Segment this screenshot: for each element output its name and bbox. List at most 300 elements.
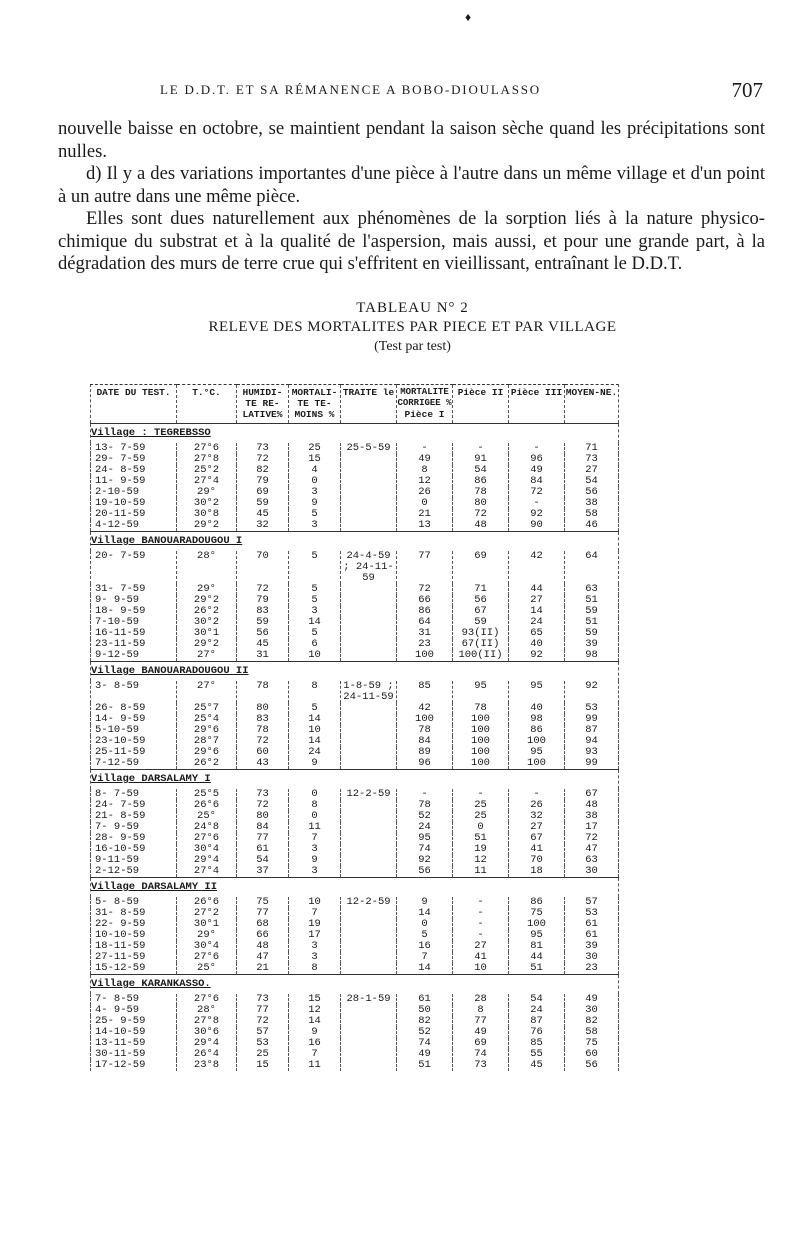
paragraph-1: [58, 118, 765, 163]
table-cell: 11: [453, 866, 509, 878]
table-cell: 56: [453, 595, 509, 606]
table-cell: 83: [237, 606, 289, 617]
table-cell: 0: [397, 919, 453, 930]
table-cell: 58: [565, 509, 619, 520]
table-cell: 14- 9-59: [91, 714, 177, 725]
table-cell: 82: [237, 465, 289, 476]
table-cell: 10: [289, 650, 341, 662]
table-cell: 38: [565, 498, 619, 509]
table-cell: -: [453, 789, 509, 800]
table-cell: 14: [509, 606, 565, 617]
table-cell: 14: [289, 1016, 341, 1027]
table-cell: 99: [565, 758, 619, 770]
table-cell: 28°: [177, 1005, 237, 1016]
table-cell: 8: [453, 1005, 509, 1016]
village-name-cell: [91, 532, 619, 552]
table-cell: 11: [289, 822, 341, 833]
table-cell: 56: [565, 1060, 619, 1071]
table-cell: 29°2: [177, 639, 237, 650]
table-cell: 14-10-59: [91, 1027, 177, 1038]
table-cell: 45: [237, 509, 289, 520]
table-cell: 92: [565, 681, 619, 703]
table-cell: 49: [453, 1027, 509, 1038]
table-cell: 4-12-59: [91, 520, 177, 532]
table-cell: 15: [237, 1060, 289, 1071]
table-cell: -: [453, 897, 509, 908]
table-cell: 27°8: [177, 454, 237, 465]
table-cell: 18: [509, 866, 565, 878]
table-cell: 25: [453, 811, 509, 822]
paragraph-2: [58, 163, 765, 208]
table-cell: 38: [565, 811, 619, 822]
table-cell: 15: [289, 994, 341, 1005]
table-cell: 14: [397, 963, 453, 975]
traite-cell: [341, 476, 397, 487]
header-moy: MOYEN-NE.: [565, 385, 619, 424]
table-cell: 7: [289, 833, 341, 844]
table-cell: 25°2: [177, 465, 237, 476]
table-cell: 67: [565, 789, 619, 800]
table-cell: 40: [509, 639, 565, 650]
table-cell: 45: [237, 639, 289, 650]
table-cell: 31- 7-59: [91, 584, 177, 595]
table-cell: 10: [453, 963, 509, 975]
table-cell: 56: [565, 487, 619, 498]
table-cell: 31: [397, 628, 453, 639]
table-cell: 17-12-59: [91, 1060, 177, 1071]
table-cell: 21: [397, 509, 453, 520]
table-cell: 61: [565, 919, 619, 930]
village-name-cell: [91, 424, 619, 444]
table-cell: 53: [237, 1038, 289, 1049]
header-temp: T.°C.: [177, 385, 237, 424]
table-cell: 5: [289, 628, 341, 639]
table-cell: -: [397, 443, 453, 454]
table-cell: 63: [565, 855, 619, 866]
traite-cell: [341, 952, 397, 963]
village-name: Village DARSALAMY I: [91, 773, 211, 785]
table-cell: 25°: [177, 963, 237, 975]
table-cell: 53: [565, 703, 619, 714]
paragraph-1-text: nouvelle baisse en octobre, se maintient pendant la saison sèche quand les précipitations sont nulles.: [58, 118, 765, 162]
table-cell: 30: [565, 866, 619, 878]
table-cell: 26- 8-59: [91, 703, 177, 714]
table-cell: 28°: [177, 551, 237, 584]
table-cell: 20- 7-59: [91, 551, 177, 584]
table-cell: 25°: [177, 811, 237, 822]
traite-cell: [341, 908, 397, 919]
table-cell: 56: [237, 628, 289, 639]
table-cell: 15: [289, 454, 341, 465]
table-cell: 30°2: [177, 498, 237, 509]
table-cell: 51: [453, 833, 509, 844]
table-cell: 5: [289, 584, 341, 595]
traite-cell: [341, 811, 397, 822]
table-cell: 77: [237, 908, 289, 919]
table-cell: 93(II): [453, 628, 509, 639]
village-name-cell: [91, 770, 619, 790]
table-cell: 77: [453, 1016, 509, 1027]
table-cell: 29°: [177, 487, 237, 498]
table-cell: 85: [397, 681, 453, 703]
table-cell: 42: [509, 551, 565, 584]
table-cell: 27°4: [177, 866, 237, 878]
table-cell: 8- 7-59: [91, 789, 177, 800]
traite-cell: [341, 844, 397, 855]
table-cell: 42: [397, 703, 453, 714]
village-name: Village BANOUARADOUGOU II: [91, 665, 249, 677]
table-cell: 9-11-59: [91, 855, 177, 866]
table-cell: 41: [453, 952, 509, 963]
traite-cell: [341, 584, 397, 595]
table-cell: 69: [453, 1038, 509, 1049]
table-cell: 29°4: [177, 855, 237, 866]
traite-cell: [341, 1038, 397, 1049]
table-cell: 7: [289, 908, 341, 919]
table-cell: 27: [565, 465, 619, 476]
table-cell: 79: [237, 476, 289, 487]
table-cell: 75: [509, 908, 565, 919]
table-cell: 2-12-59: [91, 866, 177, 878]
table-cell: 66: [237, 930, 289, 941]
table-cell: 57: [565, 897, 619, 908]
table-cell: 82: [397, 1016, 453, 1027]
table-cell: 49: [397, 1049, 453, 1060]
table-cell: 14: [289, 736, 341, 747]
traite-cell: [341, 650, 397, 662]
table-cell: 30: [565, 952, 619, 963]
table-cell: 7-12-59: [91, 758, 177, 770]
table-cell: -: [397, 789, 453, 800]
table-cell: 47: [565, 844, 619, 855]
table-cell: 74: [453, 1049, 509, 1060]
table-cell: 3: [289, 520, 341, 532]
header-p1: [397, 385, 453, 424]
table-cell: 7- 9-59: [91, 822, 177, 833]
table-cell: 71: [565, 443, 619, 454]
table-cell: -: [453, 908, 509, 919]
table-cell: 13- 7-59: [91, 443, 177, 454]
table-cell: 18-11-59: [91, 941, 177, 952]
village-header: [91, 662, 619, 682]
table-cell: 100: [453, 736, 509, 747]
traite-cell: [341, 1027, 397, 1038]
table-cell: 84: [397, 736, 453, 747]
table-cell: 0: [453, 822, 509, 833]
table-cell: 92: [397, 855, 453, 866]
table-cell: 23: [565, 963, 619, 975]
table-cell: 16-11-59: [91, 628, 177, 639]
village-name-cell: [91, 662, 619, 682]
table-cell: 10: [289, 897, 341, 908]
table-cell: 9: [397, 897, 453, 908]
table-cell: 54: [509, 994, 565, 1005]
table-cell: 25°7: [177, 703, 237, 714]
table-cell: 95: [509, 681, 565, 703]
traite-cell: [341, 1049, 397, 1060]
table-cell: 9: [289, 758, 341, 770]
table-cell: 24°8: [177, 822, 237, 833]
traite-cell: [341, 930, 397, 941]
table-cell: 47: [237, 952, 289, 963]
table-cell: 60: [237, 747, 289, 758]
table-cell: 92: [509, 650, 565, 662]
table-cell: 43: [237, 758, 289, 770]
table-cell: 14: [397, 908, 453, 919]
table-cell: 0: [289, 811, 341, 822]
table-cell: 24: [509, 1005, 565, 1016]
table-cell: -: [453, 443, 509, 454]
paragraph-3-text: Elles sont dues naturellement aux phénomènes de la sorption liés à la nature physico-chimique du substrat et à la qualité de l'aspersion, mais aussi, et pour une grande part, à la dégradation des murs de terre crue qui s'effritent en vieillissant, entraînant le D.D.T.: [58, 208, 765, 275]
traite-cell: [341, 639, 397, 650]
table-cell: 3- 8-59: [91, 681, 177, 703]
table-cell: 21- 8-59: [91, 811, 177, 822]
table-cell: 16-10-59: [91, 844, 177, 855]
village-name-cell: [91, 975, 619, 995]
table-cell: 61: [397, 994, 453, 1005]
table-cell: 14: [289, 714, 341, 725]
table-cell: 59: [453, 617, 509, 628]
table-cell: 78: [237, 681, 289, 703]
table-cell: 40: [509, 703, 565, 714]
table-cell: 26: [397, 487, 453, 498]
table-cell: 25: [237, 1049, 289, 1060]
table-cell: 100: [453, 758, 509, 770]
table-cell: 61: [237, 844, 289, 855]
table-cell: 3: [289, 952, 341, 963]
table-cell: 95: [397, 833, 453, 844]
table-cell: 39: [565, 639, 619, 650]
table-cell: 49: [509, 465, 565, 476]
table-cell: 44: [509, 584, 565, 595]
table-cell: 27-11-59: [91, 952, 177, 963]
table-cell: 72: [509, 487, 565, 498]
header-traite: TRAITE le: [341, 385, 397, 424]
table-cell: 27°6: [177, 994, 237, 1005]
table-cell: 72: [237, 454, 289, 465]
traite-cell: [341, 747, 397, 758]
traite-cell: [341, 855, 397, 866]
table-cell: 94: [565, 736, 619, 747]
table-cell: 31: [237, 650, 289, 662]
table-cell: 5: [289, 595, 341, 606]
header-p2: Pièce II: [453, 385, 509, 424]
table-cell: 25-11-59: [91, 747, 177, 758]
table-cell: 12: [397, 476, 453, 487]
table-cell: 7- 8-59: [91, 994, 177, 1005]
table-cell: 6: [289, 639, 341, 650]
traite-cell: [341, 703, 397, 714]
table-cell: 5: [289, 551, 341, 584]
table-cell: 51: [565, 595, 619, 606]
table-cell: 49: [397, 454, 453, 465]
paragraph-3: [58, 208, 765, 276]
table-cell: 11- 9-59: [91, 476, 177, 487]
table-cell: 27°: [177, 650, 237, 662]
traite-cell: [341, 509, 397, 520]
table-cell: 7-10-59: [91, 617, 177, 628]
table-cell: 0: [397, 498, 453, 509]
table-cell: 99: [565, 714, 619, 725]
table-cell: 17: [565, 822, 619, 833]
table-cell: 19: [453, 844, 509, 855]
table-cell: 70: [509, 855, 565, 866]
table-cell: 52: [397, 1027, 453, 1038]
table-cell: 8: [289, 963, 341, 975]
table-cell: 19: [289, 919, 341, 930]
village-name: Village DARSALAMY II: [91, 881, 218, 893]
traite-cell: [341, 498, 397, 509]
table-cell: 10: [289, 725, 341, 736]
table-cell: 48: [565, 800, 619, 811]
table-cell: 7: [289, 1049, 341, 1060]
traite-cell: [341, 919, 397, 930]
table-cell: 26: [509, 800, 565, 811]
table-cell: 27°8: [177, 1016, 237, 1027]
traite-cell: 24-4-59 ; 24-11-59: [341, 551, 397, 584]
table-title: TABLEAU N° 2: [356, 300, 469, 316]
table-cell: 3: [289, 487, 341, 498]
village-header: [91, 532, 619, 552]
table-cell: 30°6: [177, 1027, 237, 1038]
page-mark: ♦: [465, 10, 472, 24]
table-cell: 29°: [177, 930, 237, 941]
table-cell: 41: [509, 844, 565, 855]
table-cell: 74: [397, 844, 453, 855]
table-cell: 0: [289, 476, 341, 487]
village-name-cell: [91, 878, 619, 898]
table-cell: 85: [509, 1038, 565, 1049]
traite-cell: [341, 736, 397, 747]
table-cell: 11: [289, 1060, 341, 1071]
table-cell: 78: [453, 703, 509, 714]
table-cell: 27°6: [177, 833, 237, 844]
table-cell: 39: [565, 941, 619, 952]
table-cell: 95: [453, 681, 509, 703]
table-cell: 26°6: [177, 800, 237, 811]
header-humid: HUMIDI-TE RE-LATIVE%: [237, 385, 289, 424]
table-cell: 2-10-59: [91, 487, 177, 498]
traite-cell: 25-5-59: [341, 443, 397, 454]
table-cell: 24: [289, 747, 341, 758]
traite-cell: 1-8-59 ; 24-11-59: [341, 681, 397, 703]
table-cell: 30°1: [177, 919, 237, 930]
table-cell: 0: [289, 789, 341, 800]
table-cell: 89: [397, 747, 453, 758]
traite-cell: [341, 758, 397, 770]
table-row: [91, 520, 619, 532]
table-cell: 24- 8-59: [91, 465, 177, 476]
table-cell: 29°4: [177, 1038, 237, 1049]
table-cell: 29°2: [177, 520, 237, 532]
table-cell: 15-12-59: [91, 963, 177, 975]
table-cell: 98: [565, 650, 619, 662]
table-cell: 84: [237, 822, 289, 833]
table-cell: 71: [453, 584, 509, 595]
table-cell: 59: [565, 628, 619, 639]
village-name: Village BANOUARADOUGOU I: [91, 535, 243, 547]
village-name: Village : TEGREBSSO: [91, 427, 211, 439]
table-cell: 82: [565, 1016, 619, 1027]
table-cell: 8: [289, 800, 341, 811]
table-cell: 77: [397, 551, 453, 584]
table-subtitle: RELEVE DES MORTALITES PAR PIECE ET PAR VILLAGE: [208, 319, 617, 335]
table-cell: 70: [237, 551, 289, 584]
table-row: [91, 758, 619, 770]
table-cell: 67(II): [453, 639, 509, 650]
table-cell: 18- 9-59: [91, 606, 177, 617]
table-cell: 26°2: [177, 758, 237, 770]
table-cell: 30°2: [177, 617, 237, 628]
table-cell: 27°2: [177, 908, 237, 919]
table-cell: 23°8: [177, 1060, 237, 1071]
table-cell: 78: [237, 725, 289, 736]
table-cell: -: [453, 919, 509, 930]
table-cell: 63: [565, 584, 619, 595]
table-cell: 72: [237, 1016, 289, 1027]
table-cell: 37: [237, 866, 289, 878]
table-cell: 77: [237, 833, 289, 844]
table-cell: 48: [453, 520, 509, 532]
table-cell: 73: [237, 994, 289, 1005]
running-header: [60, 78, 765, 104]
traite-cell: 28-1-59: [341, 994, 397, 1005]
table-cell: -: [453, 930, 509, 941]
running-title: LE D.D.T. ET SA RÉMANENCE A BOBO-DIOULASSO: [160, 82, 541, 97]
table-cell: 9-12-59: [91, 650, 177, 662]
traite-cell: [341, 595, 397, 606]
table-cell: 30°1: [177, 628, 237, 639]
traite-cell: [341, 725, 397, 736]
table-cell: 4- 9-59: [91, 1005, 177, 1016]
table-cell: 26°2: [177, 606, 237, 617]
table-cell: 54: [453, 465, 509, 476]
traite-cell: [341, 1016, 397, 1027]
table-cell: 78: [453, 487, 509, 498]
traite-cell: [341, 454, 397, 465]
table-cell: 65: [509, 628, 565, 639]
table-cell: 50: [397, 1005, 453, 1016]
table-cell: 5: [397, 930, 453, 941]
page-number: 707: [731, 78, 763, 102]
table-cell: 3: [289, 866, 341, 878]
table-cell: 25: [289, 443, 341, 454]
table-cell: 23-11-59: [91, 639, 177, 650]
paragraph-2-text: d) Il y a des variations importantes d'une pièce à l'autre dans un même village et d'un point à un autre dans une même pièce.: [58, 163, 765, 207]
table-cell: 5: [289, 703, 341, 714]
table-cell: 5- 8-59: [91, 897, 177, 908]
table-cell: 76: [509, 1027, 565, 1038]
table-cell: 9: [289, 498, 341, 509]
table-cell: 73: [565, 454, 619, 465]
table-cell: 30°8: [177, 509, 237, 520]
traite-cell: 12-2-59: [341, 789, 397, 800]
table-cell: 48: [237, 941, 289, 952]
table-cell: 9- 9-59: [91, 595, 177, 606]
table-cell: 16: [397, 941, 453, 952]
table-cell: 3: [289, 941, 341, 952]
table-cell: 27°6: [177, 952, 237, 963]
table-cell: 24: [509, 617, 565, 628]
table-cell: 84: [509, 476, 565, 487]
table-cell: 100: [509, 919, 565, 930]
table-cell: 77: [237, 1005, 289, 1016]
table-cell: 100(II): [453, 650, 509, 662]
table-cell: 59: [237, 617, 289, 628]
table-cell: -: [509, 498, 565, 509]
table-row: [91, 963, 619, 975]
table-cell: 72: [237, 800, 289, 811]
